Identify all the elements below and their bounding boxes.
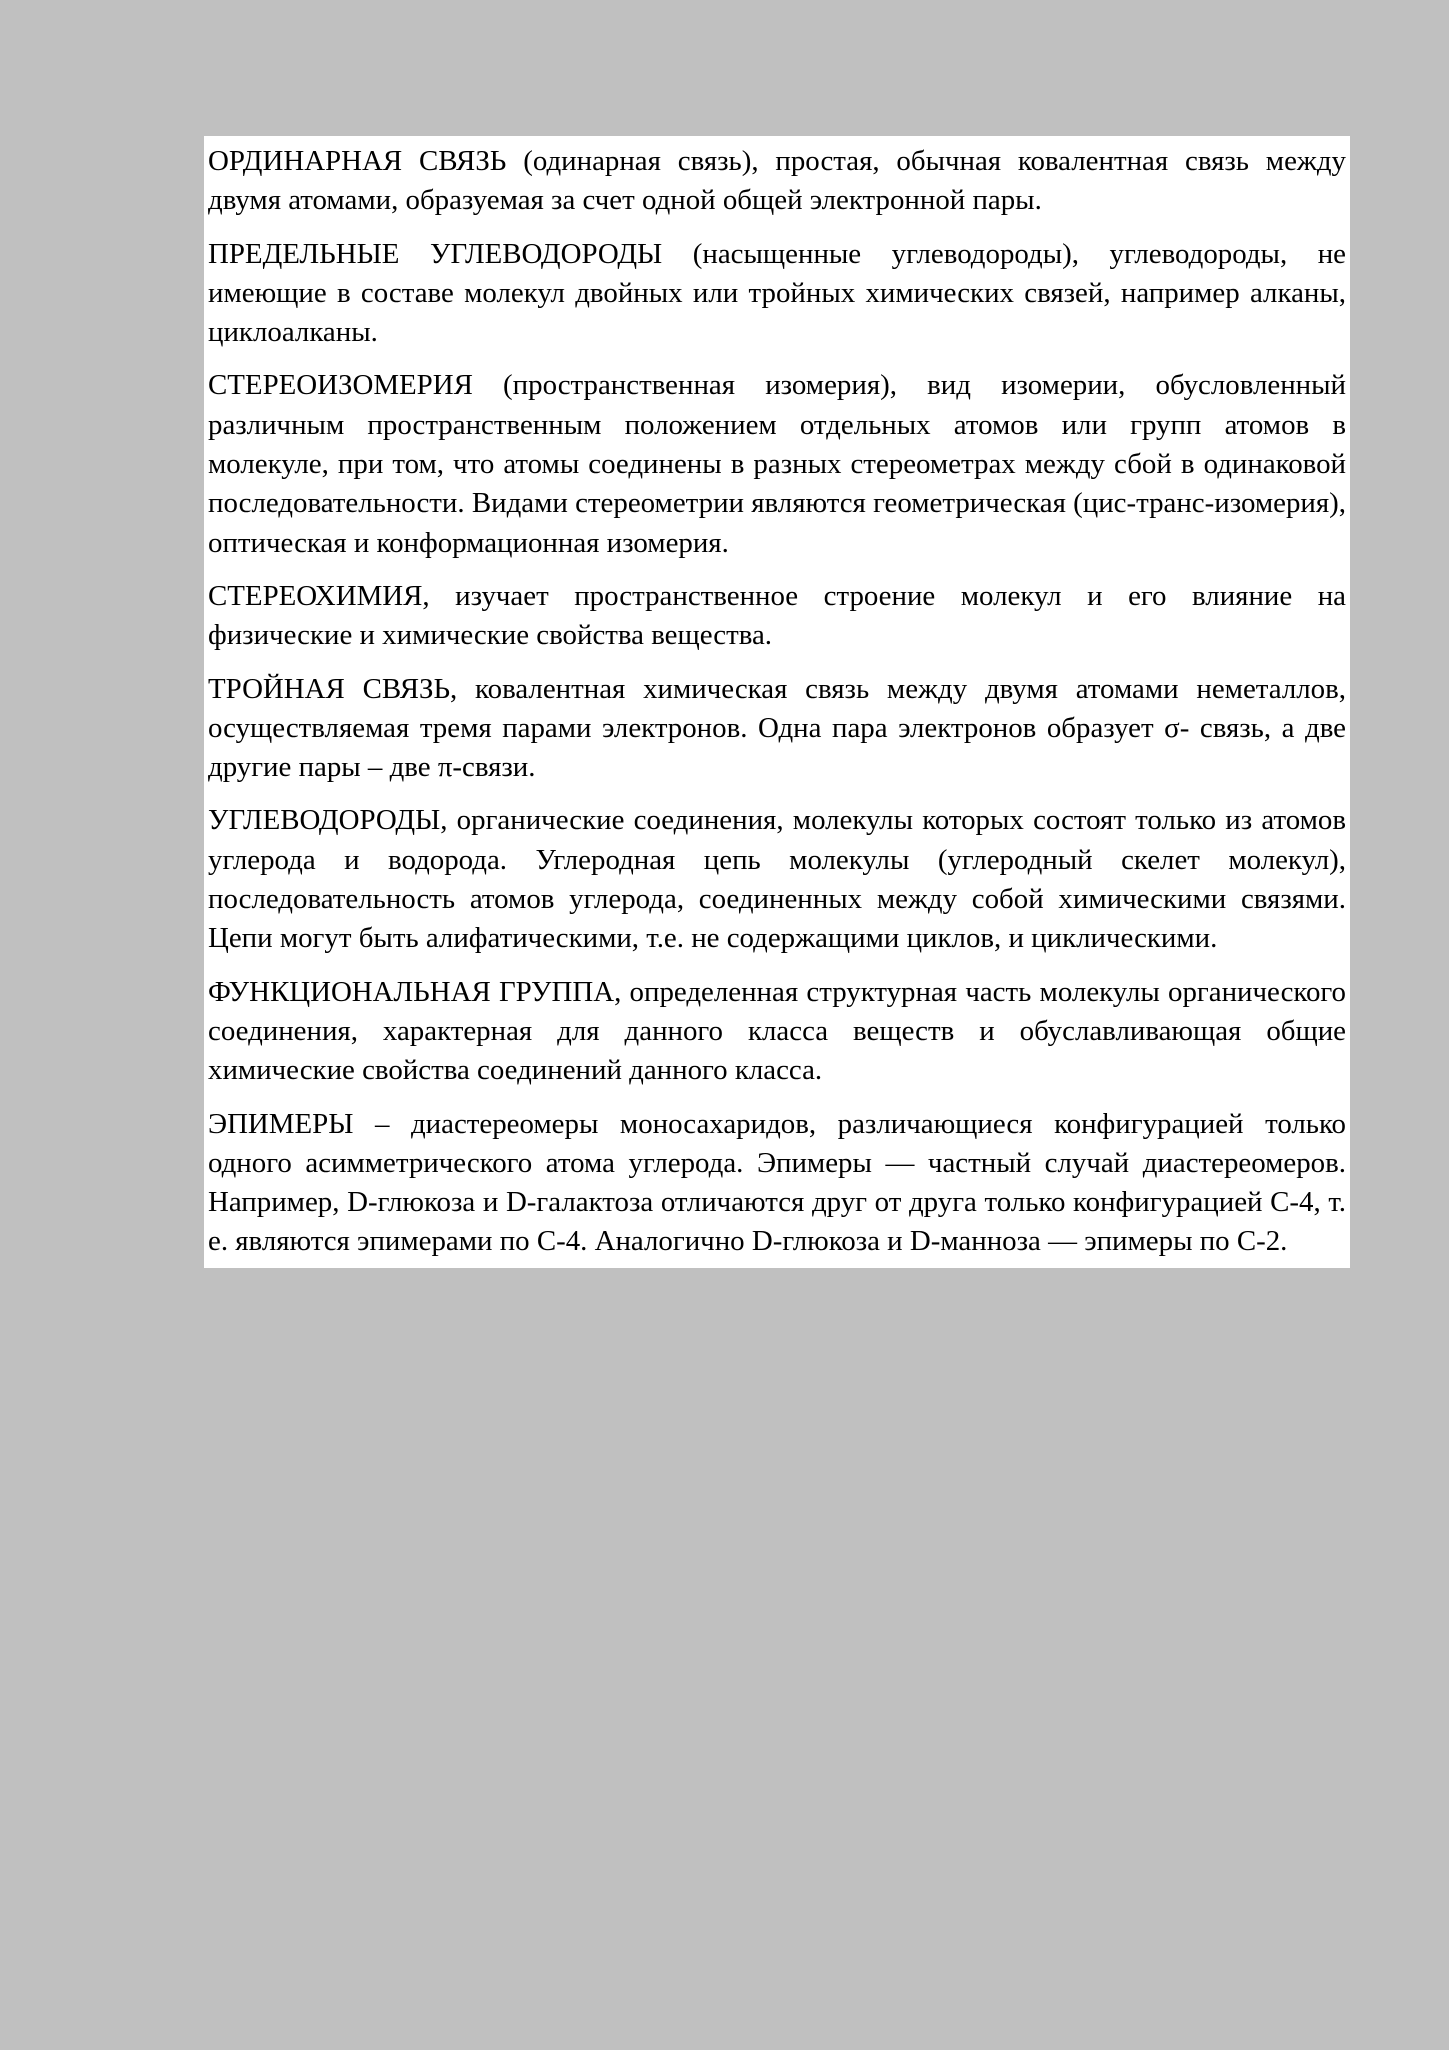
entry-functional-group: ФУНКЦИОНАЛЬНАЯ ГРУППА, определенная структурная часть молекулы органического соединения, характерная для данного класса веществ и обуславливающая общие химические свойства соединений данного класса. — [208, 975, 1346, 1087]
entry-hydrocarbons: УГЛЕВОДОРОДЫ, органические соединения, молекулы которых состоят только из атомов углерода и водорода. Углеродная цепь молекулы (углеродный скелет молекул), последовательность атомов углерода, соединенных между собой химическими связями. Цепи могут быть алифатическими, т.е. не содержащими циклов, и циклическими. — [208, 804, 1346, 955]
entry-triple-bond: ТРОЙНАЯ СВЯЗЬ, ковалентная химическая связь между двумя атомами неметаллов, осуществляемая тремя парами электронов. Одна пара электронов образует σ- связь, а две другие пары – две π-связи. — [208, 672, 1346, 784]
entry-stereoisomerism: СТЕРЕОИЗОМЕРИЯ (пространственная изомерия), вид изомерии, обусловленный различным пространственным положением отдельных атомов или групп атомов в молекуле, при том, что атомы соединены в разных стереометрах между сбой в одинаковой последовательности. Видами стереометрии являются геометрическая (цис-транс-изомерия), оптическая и конформационная изомерия. — [208, 369, 1346, 559]
entry-saturated-hydrocarbons: ПРЕДЕЛЬНЫЕ УГЛЕВОДОРОДЫ (насыщенные углеводороды), углеводороды, не имеющие в составе молекул двойных или тройных химических связей, например алканы, циклоалканы. — [208, 237, 1346, 349]
entry-stereochemistry: СТЕРЕОХИМИЯ, изучает пространственное строение молекул и его влияние на физические и химические свойства вещества. — [208, 579, 1346, 652]
entry-ordinary-bond: ОРДИНАРНАЯ СВЯЗЬ (одинарная связь), простая, обычная ковалентная связь между двумя атомами, образуемая за счет одной общей электронной пары. — [208, 145, 1346, 217]
glossary-text-block — [204, 136, 1350, 1268]
entry-epimers: ЭПИМЕРЫ – диастереомеры моносахаридов, различающиеся конфигурацией только одного асимметрического атома углерода. Эпимеры — частный случай диастереомеров. Например, D-глюкоза и D-галактоза отличаются друг от друга только конфигурацией С-4, т. е. являются эпимерами по С-4. Аналогично D-глюкоза и D-манноза — эпимеры по С-2. — [208, 1107, 1346, 1258]
